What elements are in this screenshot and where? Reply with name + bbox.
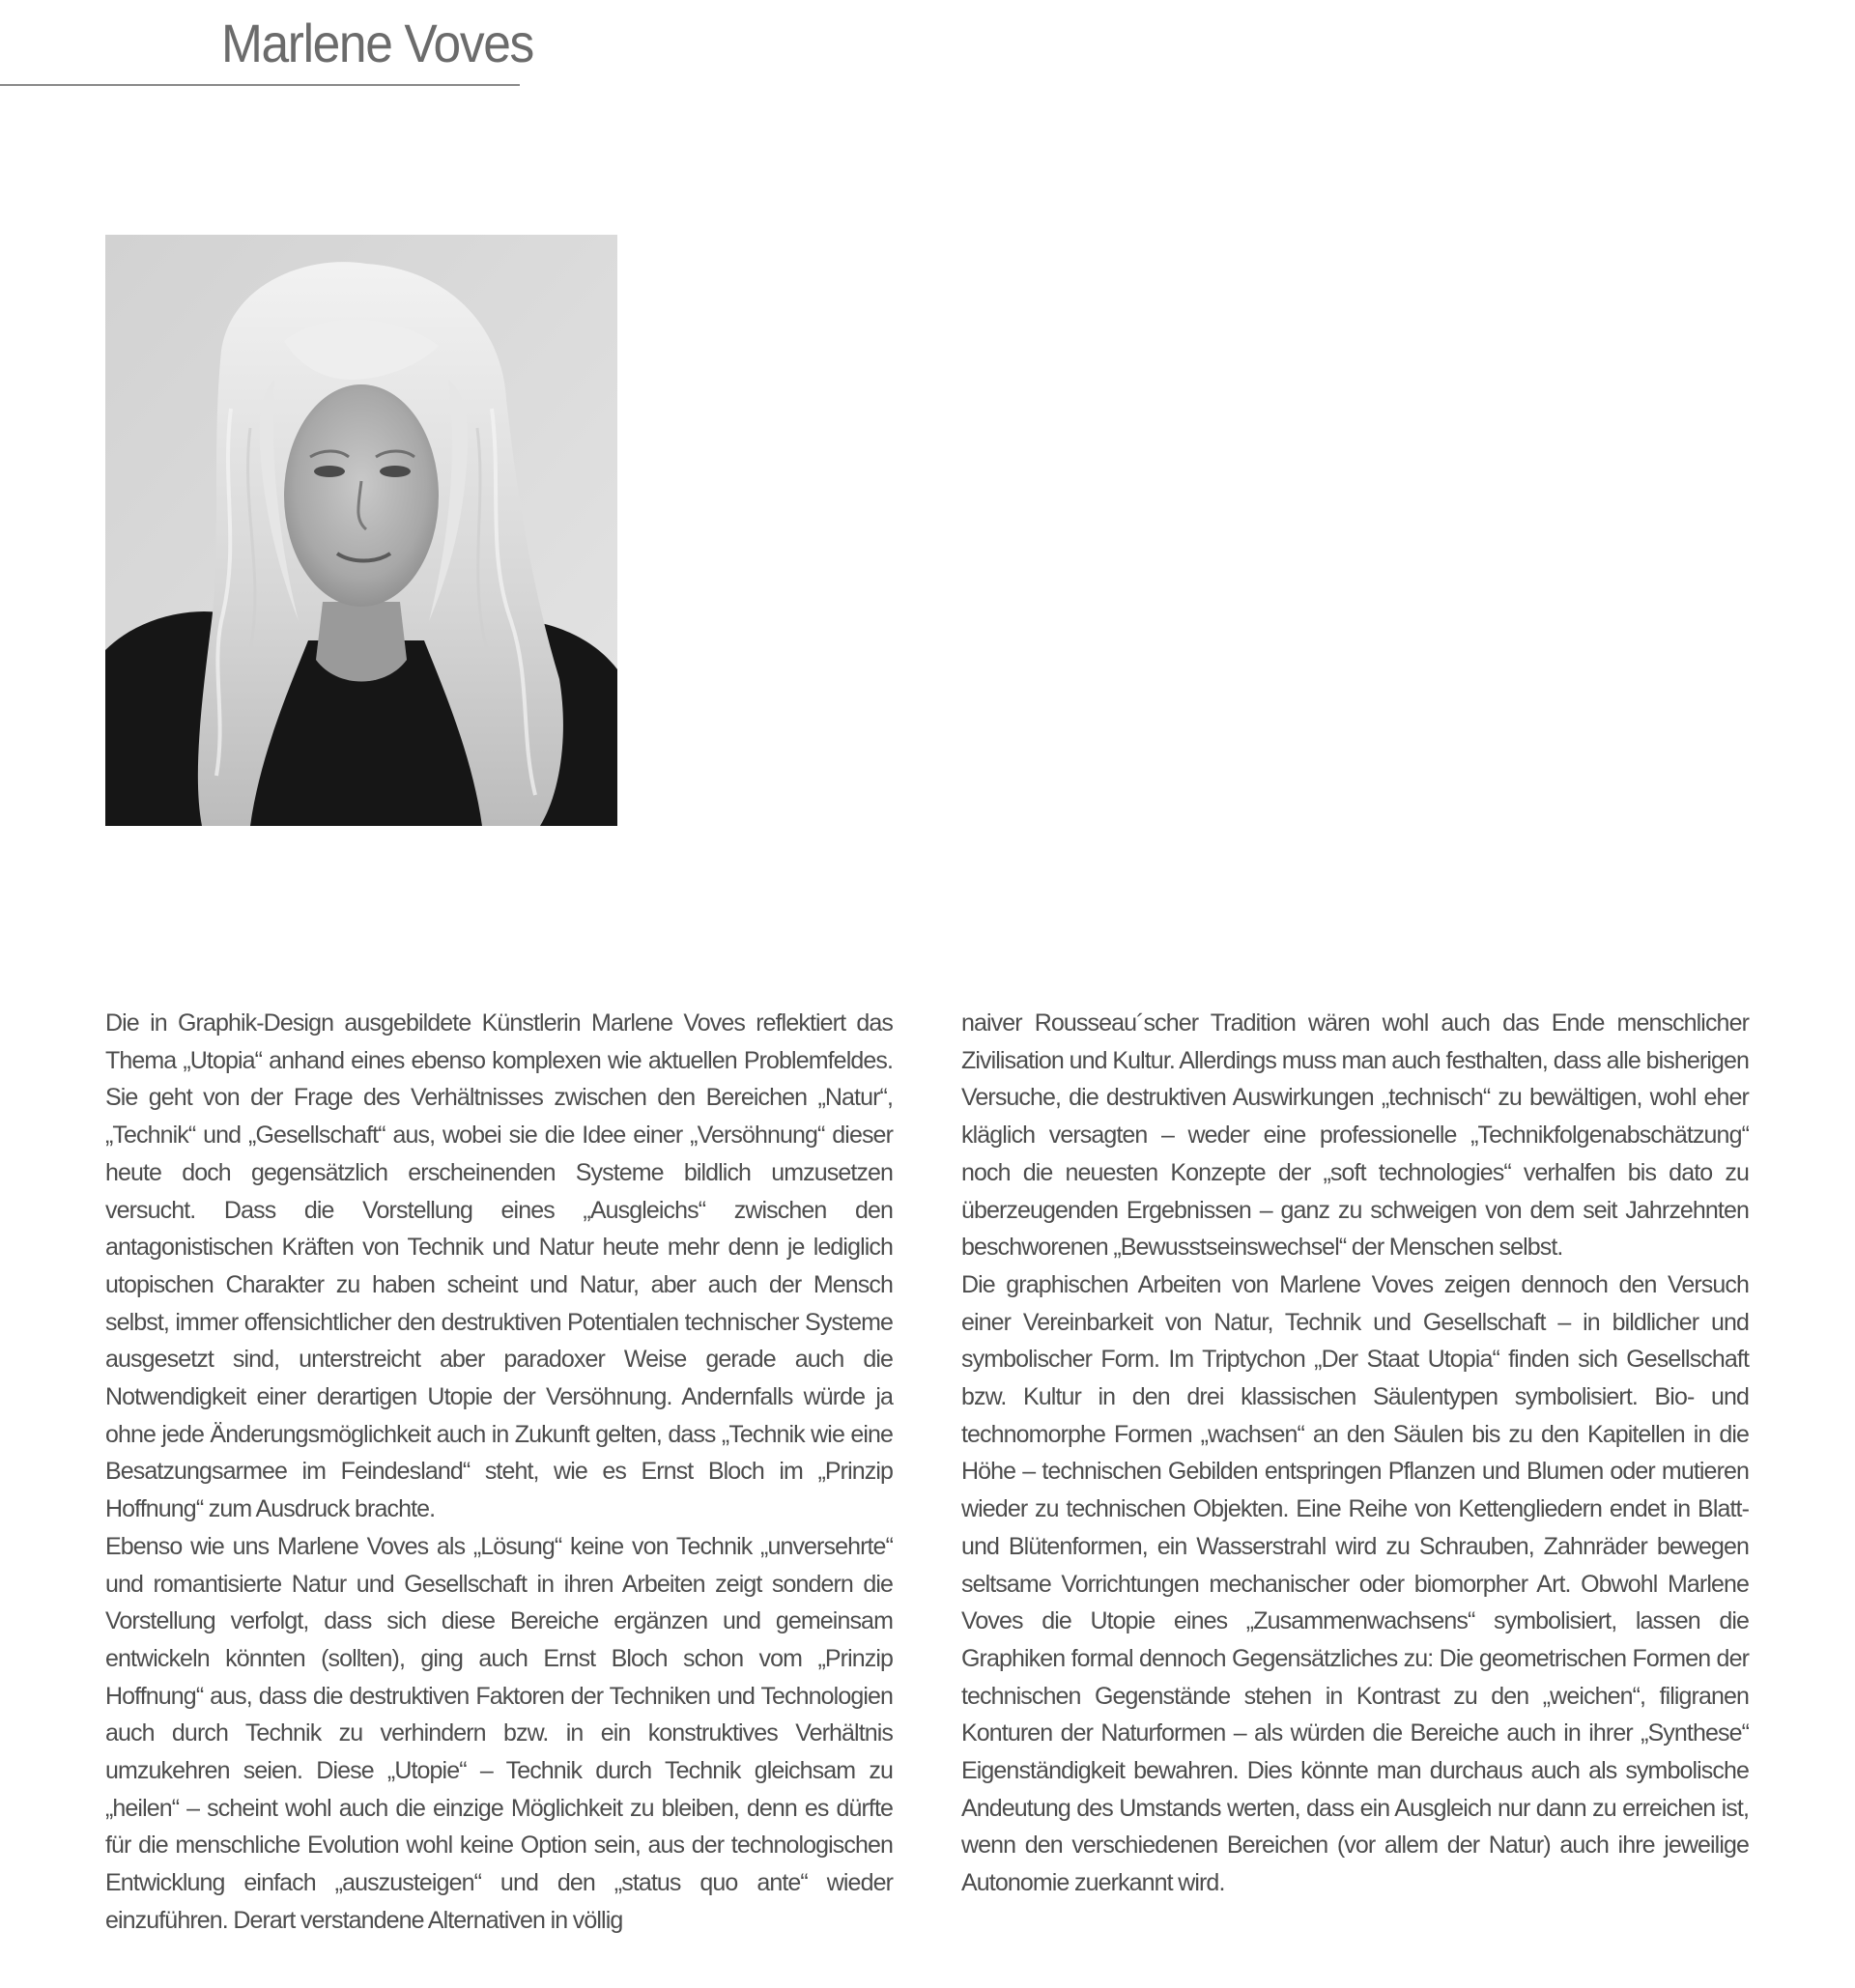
portrait-photo [105, 235, 617, 826]
paragraph: Die graphischen Arbeiten von Marlene Voves zeigen dennoch den Versuch einer Vereinbarkeit von Natur, Technik und Gesellschaft – in bildlicher und symbolischer Form. Im Triptychon „Der Staat Utopia“ finden sich Gesellschaft bzw. Kultur in den drei klassischen Säulentypen symbolisiert. Bio- und technomorphe Formen „wachsen“ an den Säulen bis zu den Kapitellen in die Höhe – technischen Gebilden entspringen Pflanzen und Blumen oder mutieren wieder zu technischen Objekten. Eine Reihe von Kettengliedern endet in Blatt- und Blütenformen, ein Wasserstrahl wird zu Schrauben, Zahnräder bewegen seltsame Vorrichtungen mechanischer oder biomorpher Art. Obwohl Marlene Voves die Utopie eines „Zusammenwachsens“ symbolisiert, lassen die Graphiken formal dennoch Gegensätzliches zu: Die geometrischen Formen der technischen Gegenstände stehen in Kontrast zu den „weichen“, filigranen Konturen der Naturformen – als würden die Bereiche auch in ihrer „Synthese“ Eigenständigkeit bewahren. Dies könnte man durchaus auch als symbolische Andeutung des Umstands werten, dass ein Ausgleich nur dann zu erreichen ist, wenn den verschiedenen Bereichen (vor allem der Natur) auch ihre jeweilige Autonomie zuerkannt wird. [961, 1270, 1749, 1897]
paragraph: Ebenso wie uns Marlene Voves als „Lösung“ keine von Technik „unversehrte“ und romantisierte Natur und Gesellschaft in ihren Arbeiten zeigt sondern die Vorstellung verfolgt, dass sich diese Bereiche ergänzen und gemeinsam entwickeln könnten (sollten), ging auch Ernst Bloch schon vom „Prinzip Hoffnung“ aus, dass die destruktiven Faktoren der Techniken und Technologien auch durch Technik zu verhindern bzw. in ein konstruktives Verhältnis umzukehren seien. Diese „Utopie“ – Technik durch Technik gleichsam zu „heilen“ – scheint wohl auch die einzige Möglichkeit zu bleiben, denn es dürfte für die menschliche Evolution wohl keine Option sein, aus der technologischen Entwicklung einfach „auszusteigen“ und den „status quo ante“ wieder einzuführen. Derart verstandene Alternativen in völlig [105, 1532, 893, 1934]
page-title: Marlene Voves [221, 13, 533, 73]
text-column-right [961, 1005, 1749, 1902]
text-column-left [105, 1005, 893, 1940]
paragraph: naiver Rousseau´scher Tradition wären wohl auch das Ende menschlicher Zivilisation und Kultur. Allerdings muss man auch festhalten, dass alle bisherigen Versuche, die destruktiven Auswirkungen „technisch“ zu bewältigen, wohl eher kläglich versagten – weder eine professionelle „Technikfolgenabschätzung“ noch die neuesten Konzepte der „soft technologies“ verhalfen bis dato zu überzeugenden Ergebnissen – ganz zu schweigen von dem seit Jahrzehnten beschworenen „Bewusstseinswechsel“ der Menschen selbst. [961, 1009, 1749, 1262]
title-underline [0, 84, 520, 86]
paragraph: Die in Graphik-Design ausgebildete Künstlerin Marlene Voves reflektiert das Thema „Utopia“ anhand eines ebenso komplexen wie aktuellen Problemfeldes. Sie geht von der Frage des Verhältnisses zwischen den Bereichen „Natur“, „Technik“ und „Gesellschaft“ aus, wobei sie die Idee einer „Versöhnung“ dieser heute doch gegensätzlich erscheinenden Systeme bildlich umzusetzen versucht. Dass die Vorstellung eines „Ausgleichs“ zwischen den antagonistischen Kräften von Technik und Natur heute mehr denn je lediglich utopischen Charakter zu haben scheint und Natur, aber auch der Mensch selbst, immer offensichtlicher den destruktiven Potentialen technischer Systeme ausgesetzt sind, unterstreicht aber paradoxer Weise gerade auch die Notwendigkeit einer derartigen Utopie der Versöhnung. Andernfalls würde ja ohne jede Änderungsmöglichkeit auch in Zukunft gelten, dass „Technik wie eine Besatzungsarmee im Feindesland“ steht, wie es Ernst Bloch im „Prinzip Hoffnung“ zum Ausdruck brachte. [105, 1009, 893, 1523]
